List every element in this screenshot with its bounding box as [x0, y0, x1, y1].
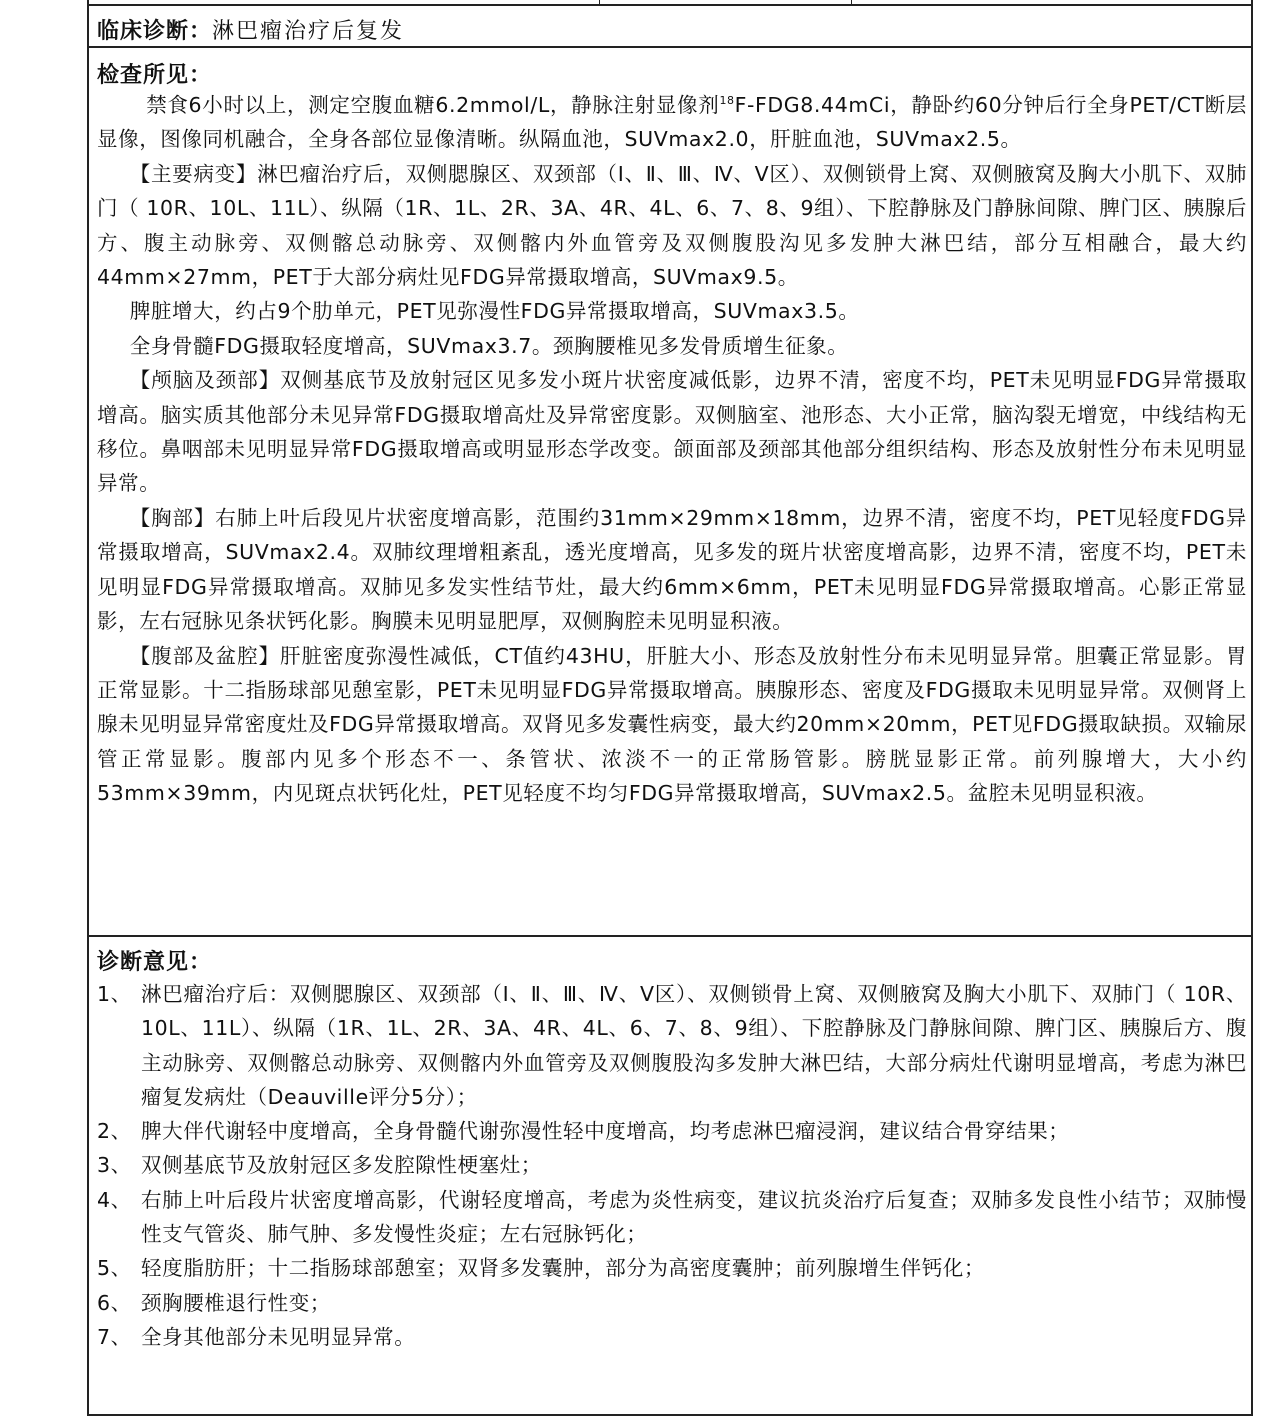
opinion-text: 淋巴瘤治疗后：双侧腮腺区、双颈部（Ⅰ、Ⅱ、Ⅲ、Ⅳ、Ⅴ区）、双侧锁骨上窝、双侧腋窝及胸大小肌下、双肺门（ 10R、10L、11L）、纵隔（1R、1L、2R、3A、4R、4L、6、7、8、9组）、下腔静脉及门静脉间隙、脾门区、胰腺后方、腹主动脉旁、双侧髂总动脉旁、双侧髂内外血管旁及双侧腹股沟多发肿大淋巴结，大部分病灶代谢明显增高，考虑为淋巴瘤复发病灶（Deauville评分5分）； — [141, 982, 1247, 1109]
head-neck-paragraph: 【颅脑及颈部】双侧基底节及放射冠区见多发小斑片状密度减低影，边界不清，密度不均，PET未见明显FDG异常摄取增高。脑实质其他部分未见异常FDG摄取增高灶及异常密度影。双侧脑室、池形态、大小正常，脑沟裂无增宽，中线结构无移位。鼻咽部未见明显异常FDG摄取增高或明显形态学改变。颌面部及颈部其他部分组织结构、形态及放射性分布未见明显异常。 — [97, 368, 1247, 496]
opinion-item — [97, 977, 1247, 1114]
opinion-number: 7、 — [97, 1324, 132, 1349]
bone-marrow-paragraph: 全身骨髓FDG摄取轻度增高，SUVmax3.7。颈胸腰椎见多发骨质增生征象。 — [129, 333, 849, 358]
spleen-paragraph: 脾脏增大，约占9个肋单元，PET见弥漫性FDG异常摄取增高，SUVmax3.5。 — [129, 299, 860, 324]
diagnostic-opinion-section — [89, 937, 1251, 1416]
abdomen-pelvis-paragraph: 【腹部及盆腔】肝脏密度弥漫性减低，CT值约43HU，肝脏大小、形态及放射性分布未见明显异常。胆囊正常显影。胃正常显影。十二指肠球部见憩室影，PET未见明显FDG异常摄取增高。胰腺形态、密度及FDG摄取未见明显异常。双侧肾上腺未见明显异常密度灶及FDG异常摄取增高。双肾见多发囊性病变，最大约20mm×20mm，PET见FDG摄取缺损。双输尿管正常显影。腹部内见多个形态不一、条管状、浓淡不一的正常肠管影。膀胱显影正常。前列腺增大，大小约53mm×39mm，内见斑点状钙化灶，PET见轻度不均匀FDG异常摄取增高，SUVmax2.5。盆腔未见明显积液。 — [97, 643, 1247, 806]
findings-title: 检查所见： — [97, 63, 213, 88]
clinical-diagnosis-line — [97, 14, 404, 45]
opinion-list — [97, 977, 1247, 1354]
isotope-superscript: 18 — [719, 94, 735, 108]
opinion-item — [97, 1320, 1247, 1354]
pet-ct-report-form — [87, 0, 1253, 1416]
opinion-item — [97, 1148, 1247, 1182]
opinion-number: 6、 — [97, 1290, 132, 1315]
findings-body — [97, 88, 1247, 811]
opinion-text: 轻度脂肪肝；十二指肠球部憩室；双肾多发囊肿，部分为高密度囊肿；前列腺增生伴钙化； — [141, 1256, 985, 1281]
opinion-item — [97, 1251, 1247, 1285]
opinion-text: 右肺上叶后段片状密度增高影，代谢轻度增高，考虑为炎性病变，建议抗炎治疗后复查；双肺多发良性小结节；双肺慢性支气管炎、肺气肿、多发慢性炎症；左右冠脉钙化； — [141, 1187, 1247, 1247]
opinion-number: 1、 — [97, 982, 132, 1006]
opinion-text: 脾大伴代谢轻中度增高，全身骨髓代谢弥漫性轻中度增高，均考虑淋巴瘤浸润，建议结合骨穿结果； — [141, 1119, 1070, 1144]
chest-paragraph: 【胸部】右肺上叶后段见片状密度增高影，范围约31mm×29mm×18mm，边界不清，密度不均，PET见轻度FDG异常摄取增高，SUVmax2.4。双肺纹理增粗紊乱，透光度增高，见多发的斑片状密度增高影，边界不清，密度不均，PET未见明显FDG异常摄取增高。双肺见多发实性结节灶，最大约6mm×6mm，PET未见明显FDG异常摄取增高。心影正常显影，左右冠脉见条状钙化影。胸膜未见明显肥厚，双侧胸腔未见明显积液。 — [97, 505, 1247, 634]
opinion-number: 3、 — [97, 1153, 132, 1178]
clinical-diagnosis-value: 淋巴瘤治疗后复发 — [212, 19, 405, 44]
opinion-item — [97, 1183, 1247, 1252]
opinion-text: 颈胸腰椎退行性变； — [141, 1290, 331, 1315]
findings-intro-text: 禁食6小时以上，测定空腹血糖6.2mmol/L，静脉注射显像剂 — [146, 93, 720, 117]
findings-intro-text-cont: F-FDG8.44mCi，静卧约60分钟后行全身PET/CT断层显像，图像同机融合，全身各部位显像清晰。纵隔血池，SUVmax2.0，肝脏血池，SUVmax2.5。 — [97, 93, 1247, 152]
opinion-number: 4、 — [97, 1187, 132, 1212]
main-lesions-paragraph: 【主要病变】淋巴瘤治疗后，双侧腮腺区、双颈部（Ⅰ、Ⅱ、Ⅲ、Ⅳ、Ⅴ区）、双侧锁骨上窝、双侧腋窝及胸大小肌下、双肺门（ 10R、10L、11L）、纵隔（1R、1L、2R、3A、4R、4L、6、7、8、9组）、下腔静脉及门静脉间隙、脾门区、胰腺后方、腹主动脉旁、双侧髂总动脉旁、双侧髂内外血管旁及双侧腹股沟见多发肿大淋巴结，部分互相融合，最大约44mm×27mm，PET于大部分病灶见FDG异常摄取增高，SUVmax9.5。 — [97, 161, 1247, 290]
opinion-title: 诊断意见： — [97, 950, 213, 975]
clinical-diagnosis-row — [89, 4, 1251, 48]
opinion-text: 全身其他部分未见明显异常。 — [141, 1324, 416, 1349]
opinion-item — [97, 1286, 1247, 1320]
findings-intro-paragraph — [97, 88, 1247, 157]
opinion-item — [97, 1114, 1247, 1148]
opinion-number: 2、 — [97, 1119, 132, 1144]
clinical-diagnosis-label: 临床诊断： — [97, 19, 213, 44]
findings-section — [89, 48, 1251, 937]
opinion-number: 5、 — [97, 1256, 132, 1281]
opinion-text: 双侧基底节及放射冠区多发腔隙性梗塞灶； — [141, 1153, 542, 1178]
